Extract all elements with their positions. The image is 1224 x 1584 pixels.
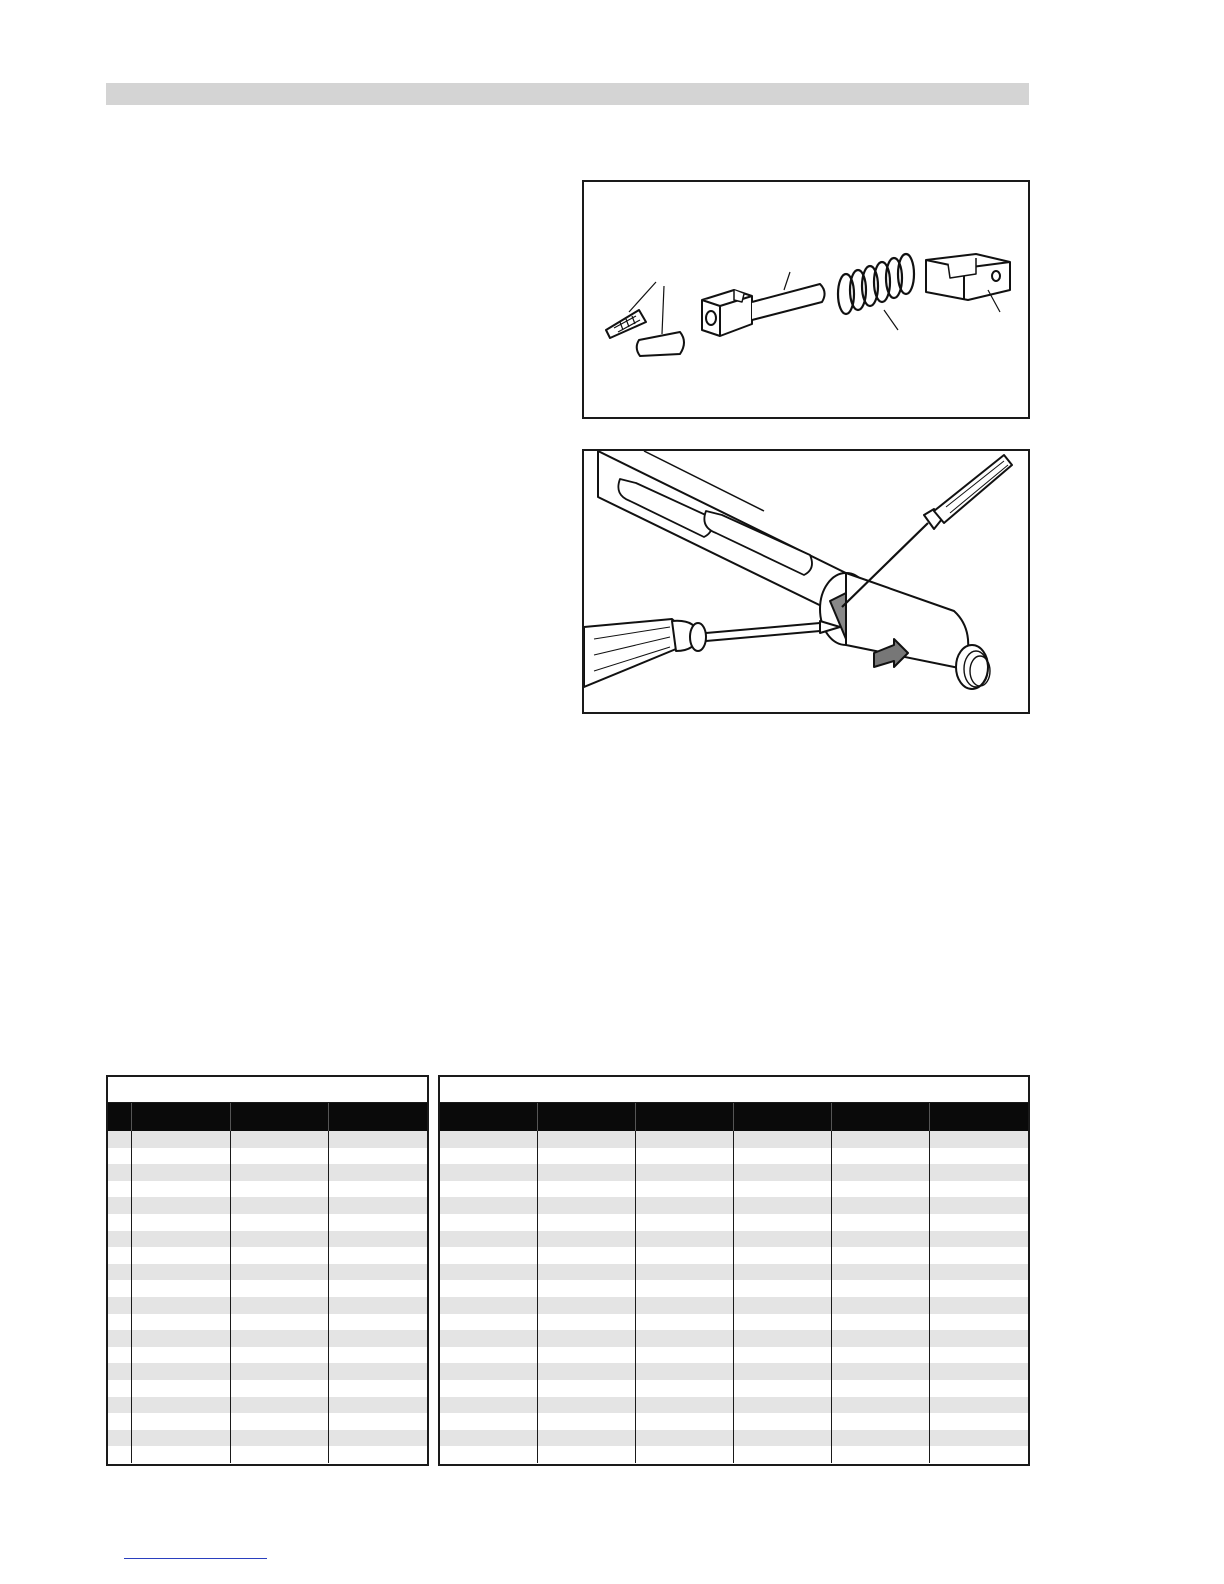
table-right-cell <box>538 1197 636 1214</box>
table-left-cell <box>132 1446 231 1463</box>
table-right-cell <box>930 1231 1028 1248</box>
table-right-cell <box>440 1247 538 1264</box>
table-right-cell <box>636 1314 734 1331</box>
table-right-cell <box>930 1314 1028 1331</box>
table-left-header <box>108 1103 427 1131</box>
table-right-cell <box>636 1446 734 1463</box>
table-right-cell <box>930 1297 1028 1314</box>
table-right-row <box>440 1413 1028 1430</box>
table-right-cell <box>538 1231 636 1248</box>
table-right-row <box>440 1363 1028 1380</box>
table-right-cell <box>832 1131 930 1148</box>
table-left-cell <box>231 1247 329 1264</box>
table-left-body <box>108 1131 427 1463</box>
table-right-cell <box>538 1347 636 1364</box>
table-right-cell <box>538 1430 636 1447</box>
table-left-cell <box>132 1380 231 1397</box>
table-right-cell <box>832 1397 930 1414</box>
table-left-cell <box>329 1363 427 1380</box>
table-right-row <box>440 1380 1028 1397</box>
table-right-cell <box>538 1446 636 1463</box>
table-left-row <box>108 1430 427 1447</box>
table-right-cell <box>440 1430 538 1447</box>
table-right-row <box>440 1148 1028 1165</box>
table-left-row <box>108 1314 427 1331</box>
table-right-cell <box>538 1380 636 1397</box>
table-right-cell <box>832 1347 930 1364</box>
table-right-cell <box>440 1181 538 1198</box>
table-right-cell <box>734 1231 832 1248</box>
table-right-cell <box>440 1148 538 1165</box>
table-right-row <box>440 1330 1028 1347</box>
exploded-parts-figure <box>582 180 1030 419</box>
table-left-cell <box>108 1164 132 1181</box>
table-right-cell <box>440 1314 538 1331</box>
table-right-cell <box>734 1314 832 1331</box>
table-right-cell <box>636 1347 734 1364</box>
table-left-cell <box>231 1231 329 1248</box>
table-left-cell <box>329 1264 427 1281</box>
table-right-cell <box>440 1363 538 1380</box>
table-left-cell <box>231 1297 329 1314</box>
table-left-cell <box>108 1297 132 1314</box>
table-right-cell <box>930 1264 1028 1281</box>
table-left-cell <box>132 1231 231 1248</box>
table-left-cell <box>329 1297 427 1314</box>
table-left-row <box>108 1181 427 1198</box>
table-left-cell <box>231 1197 329 1214</box>
table-left-row <box>108 1446 427 1463</box>
table-left-cell <box>329 1380 427 1397</box>
table-left-row <box>108 1247 427 1264</box>
table-left-cell <box>108 1264 132 1281</box>
table-right-cell <box>538 1280 636 1297</box>
table-right-cell <box>734 1347 832 1364</box>
table-right-cell <box>538 1314 636 1331</box>
table-right-header-cell <box>930 1103 1028 1131</box>
exploded-parts-illustration-icon <box>584 182 1028 417</box>
table-left-cell <box>329 1181 427 1198</box>
table-right-cell <box>734 1363 832 1380</box>
table-right-cell <box>930 1397 1028 1414</box>
table-left-cell <box>108 1397 132 1414</box>
table-left-cell <box>108 1413 132 1430</box>
table-right-cell <box>832 1413 930 1430</box>
table-left-cell <box>231 1280 329 1297</box>
table-right-row <box>440 1297 1028 1314</box>
table-left-cell <box>231 1131 329 1148</box>
section-header-bar <box>106 83 1029 105</box>
table-right-row <box>440 1214 1028 1231</box>
table-right-cell <box>440 1446 538 1463</box>
table-left-cell <box>329 1164 427 1181</box>
table-right-cell <box>440 1214 538 1231</box>
table-right-cell <box>538 1214 636 1231</box>
specification-table-right <box>438 1075 1030 1466</box>
table-right-cell <box>440 1197 538 1214</box>
table-right-cell <box>440 1347 538 1364</box>
table-left-cell <box>108 1446 132 1463</box>
table-left-cell <box>108 1247 132 1264</box>
table-left-cell <box>329 1330 427 1347</box>
table-right-cell <box>734 1197 832 1214</box>
table-left-cell <box>329 1247 427 1264</box>
table-right-cell <box>930 1148 1028 1165</box>
table-right-cell <box>636 1330 734 1347</box>
table-right-cell <box>930 1164 1028 1181</box>
table-left-row <box>108 1347 427 1364</box>
table-right-cell <box>636 1397 734 1414</box>
table-right-cell <box>930 1131 1028 1148</box>
table-right-cell <box>538 1164 636 1181</box>
table-right-cell <box>636 1247 734 1264</box>
table-right-cell <box>734 1297 832 1314</box>
table-right-cell <box>636 1297 734 1314</box>
table-right-cell <box>930 1347 1028 1364</box>
table-right-cell <box>734 1430 832 1447</box>
table-right-cell <box>930 1181 1028 1198</box>
table-right-cell <box>636 1430 734 1447</box>
table-left-cell <box>108 1197 132 1214</box>
table-right-cell <box>930 1413 1028 1430</box>
table-left-cell <box>329 1413 427 1430</box>
table-right-cell <box>440 1164 538 1181</box>
table-right-cell <box>440 1413 538 1430</box>
table-left-cell <box>231 1264 329 1281</box>
table-right-cell <box>538 1247 636 1264</box>
table-right-cell <box>832 1380 930 1397</box>
table-right-cell <box>930 1197 1028 1214</box>
table-left-cell <box>132 1314 231 1331</box>
table-right-cell <box>832 1148 930 1165</box>
table-right-title <box>440 1077 1028 1103</box>
table-left-row <box>108 1363 427 1380</box>
table-left-cell <box>132 1197 231 1214</box>
table-left-cell <box>132 1280 231 1297</box>
table-right-cell <box>734 1214 832 1231</box>
table-left-cell <box>108 1280 132 1297</box>
table-right-cell <box>832 1314 930 1331</box>
table-right-cell <box>930 1363 1028 1380</box>
table-left-cell <box>132 1297 231 1314</box>
table-right-cell <box>930 1247 1028 1264</box>
table-right-cell <box>636 1264 734 1281</box>
table-left-cell <box>329 1314 427 1331</box>
table-left-cell <box>132 1330 231 1347</box>
table-right-header <box>440 1103 1028 1131</box>
table-right-row <box>440 1264 1028 1281</box>
table-left-cell <box>329 1347 427 1364</box>
table-right-row <box>440 1280 1028 1297</box>
table-right-cell <box>440 1280 538 1297</box>
table-right-row <box>440 1314 1028 1331</box>
table-left-cell <box>329 1280 427 1297</box>
table-right-cell <box>734 1164 832 1181</box>
table-right-cell <box>440 1264 538 1281</box>
table-left-cell <box>132 1164 231 1181</box>
table-left-cell <box>231 1413 329 1430</box>
table-right-cell <box>636 1214 734 1231</box>
table-left-cell <box>132 1214 231 1231</box>
table-left-cell <box>231 1148 329 1165</box>
table-left-cell <box>132 1413 231 1430</box>
table-right-cell <box>538 1330 636 1347</box>
table-left-cell <box>108 1214 132 1231</box>
table-right-cell <box>440 1330 538 1347</box>
table-left-header-cell <box>132 1103 231 1131</box>
table-right-cell <box>636 1148 734 1165</box>
table-right-cell <box>832 1264 930 1281</box>
table-right-cell <box>734 1247 832 1264</box>
table-left-cell <box>329 1214 427 1231</box>
table-right-cell <box>832 1297 930 1314</box>
table-right-cell <box>538 1297 636 1314</box>
table-left-cell <box>231 1446 329 1463</box>
table-right-cell <box>832 1164 930 1181</box>
table-right-cell <box>930 1214 1028 1231</box>
table-left-cell <box>231 1363 329 1380</box>
table-left-cell <box>231 1164 329 1181</box>
table-right-cell <box>440 1231 538 1248</box>
table-right-cell <box>734 1380 832 1397</box>
table-right-cell <box>636 1280 734 1297</box>
table-right-cell <box>538 1148 636 1165</box>
table-left-row <box>108 1197 427 1214</box>
table-left-row <box>108 1164 427 1181</box>
table-left-cell <box>108 1231 132 1248</box>
table-left-row <box>108 1131 427 1148</box>
table-left-header-cell <box>231 1103 329 1131</box>
table-right-cell <box>734 1397 832 1414</box>
table-left-row <box>108 1297 427 1314</box>
table-left-row <box>108 1214 427 1231</box>
table-right-cell <box>440 1397 538 1414</box>
table-left-cell <box>108 1363 132 1380</box>
table-right-cell <box>734 1280 832 1297</box>
table-left-cell <box>231 1181 329 1198</box>
table-right-cell <box>832 1330 930 1347</box>
table-left-cell <box>132 1181 231 1198</box>
table-right-cell <box>734 1330 832 1347</box>
table-right-header-cell <box>538 1103 636 1131</box>
table-right-cell <box>636 1363 734 1380</box>
table-left-cell <box>108 1380 132 1397</box>
table-right-cell <box>636 1164 734 1181</box>
table-left-row <box>108 1264 427 1281</box>
table-right-cell <box>734 1446 832 1463</box>
table-right-cell <box>930 1280 1028 1297</box>
table-right-row <box>440 1181 1028 1198</box>
table-left-cell <box>132 1430 231 1447</box>
table-right-cell <box>538 1181 636 1198</box>
table-right-cell <box>734 1181 832 1198</box>
table-left-row <box>108 1380 427 1397</box>
table-left-cell <box>132 1247 231 1264</box>
table-left-cell <box>108 1314 132 1331</box>
table-left-cell <box>108 1131 132 1148</box>
table-right-cell <box>734 1413 832 1430</box>
table-right-cell <box>930 1430 1028 1447</box>
table-right-cell <box>832 1247 930 1264</box>
table-right-cell <box>832 1197 930 1214</box>
table-left-row <box>108 1397 427 1414</box>
table-right-row <box>440 1347 1028 1364</box>
table-left-row <box>108 1280 427 1297</box>
table-left-cell <box>231 1430 329 1447</box>
table-right-row <box>440 1397 1028 1414</box>
table-right-cell <box>538 1363 636 1380</box>
table-right-cell <box>636 1181 734 1198</box>
table-right-cell <box>440 1131 538 1148</box>
table-right-cell <box>832 1214 930 1231</box>
table-right-cell <box>930 1446 1028 1463</box>
table-left-cell <box>132 1397 231 1414</box>
table-right-header-cell <box>440 1103 538 1131</box>
table-left-row <box>108 1231 427 1248</box>
table-right-cell <box>636 1197 734 1214</box>
table-left-cell <box>231 1314 329 1331</box>
table-right-cell <box>734 1264 832 1281</box>
table-left-cell <box>329 1197 427 1214</box>
table-right-cell <box>832 1231 930 1248</box>
table-left-title <box>108 1077 427 1103</box>
table-left-cell <box>132 1363 231 1380</box>
table-left-cell <box>132 1264 231 1281</box>
table-right-header-cell <box>636 1103 734 1131</box>
table-left-cell <box>329 1397 427 1414</box>
table-left-cell <box>132 1131 231 1148</box>
table-left-row <box>108 1148 427 1165</box>
table-right-cell <box>734 1148 832 1165</box>
table-left-cell <box>132 1347 231 1364</box>
table-left-row <box>108 1413 427 1430</box>
table-right-cell <box>538 1413 636 1430</box>
table-left-cell <box>231 1380 329 1397</box>
table-left-cell <box>231 1330 329 1347</box>
table-right-cell <box>636 1131 734 1148</box>
table-right-row <box>440 1164 1028 1181</box>
table-right-cell <box>440 1380 538 1397</box>
table-left-cell <box>231 1214 329 1231</box>
table-left-cell <box>329 1231 427 1248</box>
table-right-cell <box>538 1131 636 1148</box>
table-left-cell <box>108 1347 132 1364</box>
screwdriver-disassembly-illustration-icon <box>584 451 1028 712</box>
bottom-link-underline[interactable] <box>124 1558 267 1559</box>
table-right-cell <box>832 1363 930 1380</box>
table-right-cell <box>538 1397 636 1414</box>
table-left-cell <box>231 1397 329 1414</box>
table-right-header-cell <box>734 1103 832 1131</box>
table-right-cell <box>930 1330 1028 1347</box>
table-left-header-cell <box>108 1103 132 1131</box>
table-right-row <box>440 1430 1028 1447</box>
table-right-cell <box>636 1380 734 1397</box>
table-right-cell <box>832 1446 930 1463</box>
table-left-cell <box>329 1446 427 1463</box>
table-right-row <box>440 1231 1028 1248</box>
table-right-row <box>440 1197 1028 1214</box>
table-right-cell <box>636 1413 734 1430</box>
table-right-row <box>440 1247 1028 1264</box>
table-left-cell <box>108 1430 132 1447</box>
specification-table-left <box>106 1075 429 1466</box>
table-right-body <box>440 1131 1028 1463</box>
table-left-cell <box>132 1148 231 1165</box>
table-right-cell <box>930 1380 1028 1397</box>
table-left-row <box>108 1330 427 1347</box>
table-right-header-cell <box>832 1103 930 1131</box>
table-right-cell <box>832 1280 930 1297</box>
table-left-cell <box>108 1181 132 1198</box>
table-right-cell <box>832 1181 930 1198</box>
tool-disassembly-figure <box>582 449 1030 714</box>
table-left-header-cell <box>329 1103 427 1131</box>
table-right-cell <box>440 1297 538 1314</box>
table-left-cell <box>108 1330 132 1347</box>
table-left-cell <box>329 1148 427 1165</box>
table-right-cell <box>832 1430 930 1447</box>
table-right-cell <box>636 1231 734 1248</box>
table-right-row <box>440 1131 1028 1148</box>
table-left-cell <box>329 1131 427 1148</box>
table-left-cell <box>329 1430 427 1447</box>
table-right-cell <box>734 1131 832 1148</box>
table-right-cell <box>538 1264 636 1281</box>
table-left-cell <box>108 1148 132 1165</box>
table-right-row <box>440 1446 1028 1463</box>
table-left-cell <box>231 1347 329 1364</box>
